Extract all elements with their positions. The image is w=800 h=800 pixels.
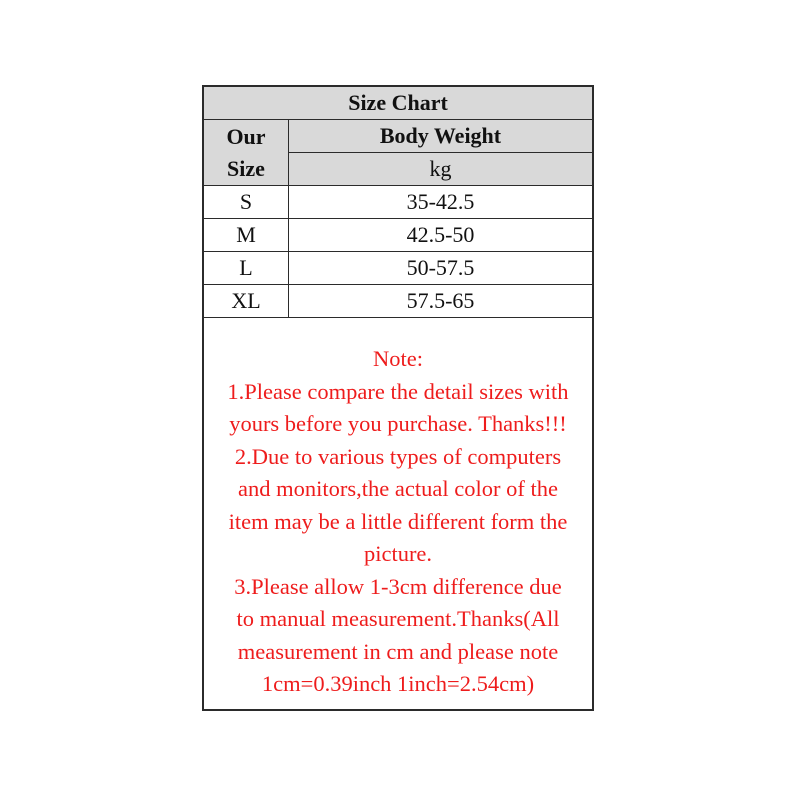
weight-unit-header: kg bbox=[289, 153, 592, 186]
note-line: picture. bbox=[363, 541, 433, 566]
weight-cell: 50-57.5 bbox=[406, 255, 475, 280]
size-header-line2: Size bbox=[227, 155, 265, 181]
note-section bbox=[204, 327, 592, 709]
note-line: item may be a little different form the bbox=[228, 508, 568, 534]
size-chart-table bbox=[202, 85, 594, 711]
table-row bbox=[204, 219, 592, 252]
table-row bbox=[204, 186, 592, 219]
table-row bbox=[204, 285, 592, 318]
note-line: measurement in cm and please note bbox=[237, 638, 559, 664]
note-line: to manual measurement.Thanks(All bbox=[236, 606, 560, 631]
size-cell: M bbox=[204, 219, 289, 251]
size-header-line1: Our bbox=[226, 123, 266, 149]
weight-cell: 57.5-65 bbox=[406, 288, 475, 313]
size-cell: L bbox=[204, 252, 289, 284]
note-line: yours before you purchase. Thanks!!! bbox=[229, 411, 567, 436]
note-heading: Note: bbox=[373, 346, 423, 371]
note-line: 2.Due to various types of computers bbox=[234, 443, 562, 469]
weight-cell: 35-42.5 bbox=[406, 189, 475, 214]
weight-column-header: Body Weight bbox=[289, 120, 592, 153]
weight-cell: 42.5-50 bbox=[406, 222, 475, 247]
note-line: 1cm=0.39inch 1inch=2.54cm) bbox=[261, 671, 535, 696]
table-row bbox=[204, 252, 592, 285]
note-line: 3.Please allow 1-3cm difference due bbox=[234, 573, 562, 599]
note-line: and monitors,the actual color of the bbox=[238, 476, 558, 501]
size-cell: XL bbox=[204, 285, 289, 317]
table-title: Size Chart bbox=[348, 90, 448, 115]
note-line: 1.Please compare the detail sizes with bbox=[227, 378, 569, 404]
title-row bbox=[204, 87, 592, 120]
size-cell: S bbox=[204, 186, 289, 218]
size-column-header bbox=[204, 120, 289, 186]
